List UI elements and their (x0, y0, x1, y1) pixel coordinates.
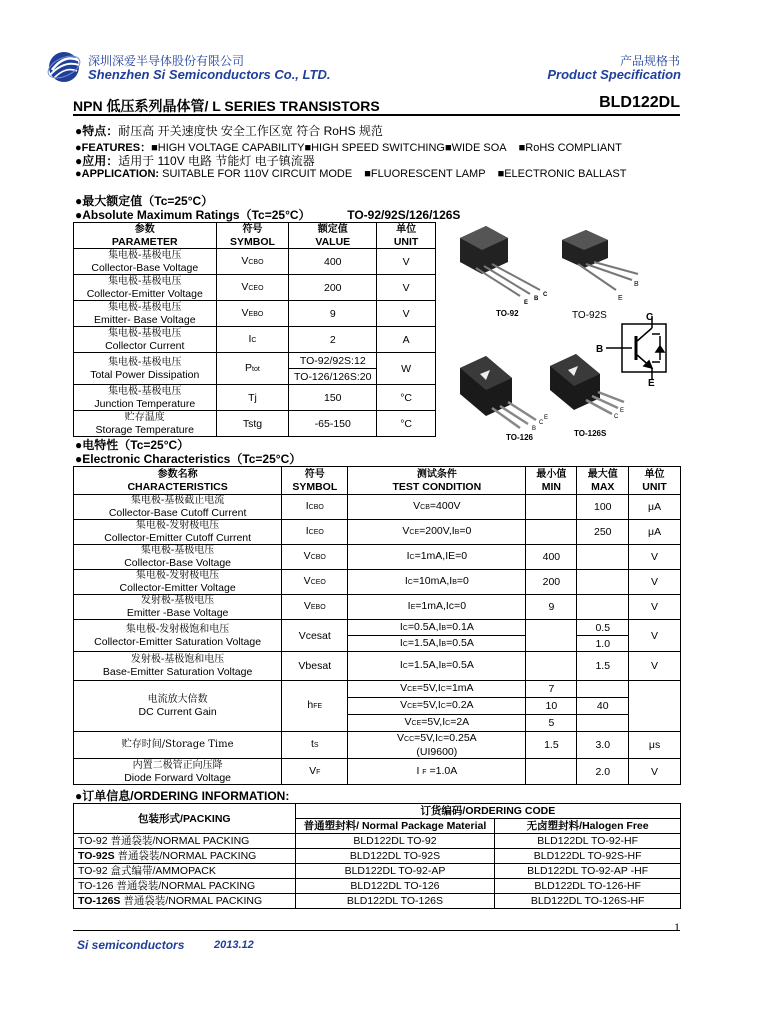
feature-item: ■WIDE SOA (444, 142, 507, 154)
header-cell: 参数名称 CHARACTERISTICS (74, 467, 282, 495)
table-row (74, 570, 681, 595)
part-number: BLD122DL (599, 94, 680, 111)
param-cell: 集电极-基极电压 Collector-Emitter Voltage (74, 275, 217, 301)
param-cell: 集电极-发射极电压 Collector-Emitter Voltage (74, 570, 282, 595)
to92-drawing (460, 226, 548, 318)
pin-label-e: E (618, 295, 623, 302)
min-cell (526, 520, 577, 545)
amr-heading-en (75, 206, 460, 223)
to126-drawing (460, 356, 548, 442)
series-title: NPN 低压系列晶体管/ L SERIES TRANSISTORS (73, 98, 380, 114)
table-header-row (74, 223, 436, 249)
symbol-cell: Vbesat (282, 652, 348, 681)
pin-label-b: B (596, 344, 604, 355)
condition-cell: VCE=5V,IC=2A (348, 715, 526, 732)
pin-label-e: E (524, 300, 529, 306)
pin-label-e: E (544, 415, 549, 421)
min-cell (526, 495, 577, 520)
symbol-cell: Tj (216, 385, 289, 411)
packing-cell: TO-126S 普通袋装/NORMAL PACKING (74, 894, 296, 909)
company-name-cn: 深圳深爱半导体股份有限公司 (88, 54, 245, 68)
param-cell: 集电极-基极电压 Collector-Base Voltage (74, 249, 217, 275)
to92s-label: TO-92S (572, 310, 607, 321)
to126-label: TO-126 (506, 433, 533, 442)
table-row (74, 894, 681, 909)
table-row (74, 879, 681, 894)
unit-cell: V (629, 652, 681, 681)
unit-cell: V (629, 545, 681, 570)
header-cell: 符号 SYMBOL (216, 223, 289, 249)
pin-label-c: C (614, 414, 619, 420)
header-cell: 无卤塑封料/Halogen Free (495, 819, 681, 834)
param-cell: 集电极-基极电压 Collector Current (74, 327, 217, 353)
max-cell (577, 681, 629, 698)
table-header-row (74, 467, 681, 495)
features-cn-text: 耐压高 开关速度快 安全工作区宽 符合 RoHS 规范 (118, 124, 383, 138)
symbol-cell: VEBO (282, 595, 348, 620)
min-cell (526, 759, 577, 785)
application-item: SUITABLE FOR 110V CIRCUIT MODE (162, 168, 353, 180)
packing-cell: TO-92 普通袋装/NORMAL PACKING (74, 834, 296, 849)
application-en (75, 168, 626, 180)
table-row (74, 834, 681, 849)
value-cell: 200 (289, 275, 377, 301)
unit-cell: V (377, 249, 436, 275)
feature-item: ■RoHS COMPLIANT (518, 142, 622, 154)
unit-cell: V (629, 620, 681, 652)
min-cell: 7 (526, 681, 577, 698)
hf-code-cell: BLD122DL TO-126-HF (495, 879, 681, 894)
condition-cell: VCE=5V,IC=0.2A (348, 698, 526, 715)
condition-cell: IC=1.5A,IB=0.5A (348, 636, 526, 652)
package-drawings (446, 218, 682, 446)
condition-cell: IC=1mA,IE=0 (348, 545, 526, 570)
pin-label-b: B (532, 426, 537, 432)
page-number: 1 (674, 920, 680, 934)
unit-cell: V (629, 570, 681, 595)
table-row (74, 301, 436, 327)
footer-divider (73, 930, 680, 931)
table-row (74, 732, 681, 759)
min-cell: 400 (526, 545, 577, 570)
application-cn (75, 152, 315, 169)
param-cell: 集电极-基极电压 Collector-Base Voltage (74, 545, 282, 570)
unit-cell: V (629, 759, 681, 785)
application-cn-text: 适用于 110V 电路 节能灯 电子镇流器 (118, 154, 315, 168)
condition-cell: VCE=5V,IC=1mA (348, 681, 526, 698)
npn-symbol (606, 316, 666, 380)
code-cell: BLD122DL TO-126 (295, 879, 495, 894)
param-cell: 发射极-基极饱和电压 Base-Emitter Saturation Voltage (74, 652, 282, 681)
pin-label-c: C (539, 420, 544, 426)
param-cell: 贮存温度 Storage Temperature (74, 411, 217, 437)
pin-label-b: B (634, 281, 639, 288)
param-cell: 集电极-基极电压 Junction Temperature (74, 385, 217, 411)
min-cell: 200 (526, 570, 577, 595)
ec-heading-en: ●Electronic Characteristics（Tc=25°C） (75, 452, 302, 466)
feature-item: ■HIGH SPEED SWITCHING (304, 142, 445, 154)
header-cell: 测试条件 TEST CONDITION (348, 467, 526, 495)
header-cell: 普通塑封料/ Normal Package Material (295, 819, 495, 834)
symbol-cell: ICBO (282, 495, 348, 520)
unit-cell: V (629, 595, 681, 620)
condition-cell: VCE=200V,IB=0 (348, 520, 526, 545)
table-row (74, 275, 436, 301)
table-row (74, 545, 681, 570)
symbol-cell: VCBO (216, 249, 289, 275)
unit-cell: μA (629, 495, 681, 520)
footer-date: 2013.12 (214, 939, 254, 951)
packing-cell: TO-92S 普通袋装/NORMAL PACKING (74, 849, 296, 864)
value-cell: TO-92/92S:12 (289, 353, 377, 369)
min-cell: 1.5 (526, 732, 577, 759)
min-cell: 5 (526, 715, 577, 732)
company-logo (46, 50, 82, 84)
value-cell: TO-126/126S:20 (289, 369, 377, 385)
symbol-cell: Ptot (216, 353, 289, 385)
table-row (74, 681, 681, 698)
table-row (74, 620, 681, 636)
to92-label: TO-92 (496, 309, 519, 318)
to126s-drawing (550, 354, 624, 438)
param-cell: 内置二极管正向压降 Diode Forward Voltage (74, 759, 282, 785)
param-cell: 发射极-基极电压 Emitter -Base Voltage (74, 595, 282, 620)
hf-code-cell: BLD122DL TO-92-HF (495, 834, 681, 849)
max-cell: 1.5 (577, 652, 629, 681)
amr-heading-cn: ●最大额定值（Tc=25°C） (75, 194, 214, 208)
symbol-cell: hFE (282, 681, 348, 732)
table-row (74, 864, 681, 879)
symbol-cell: Vcesat (282, 620, 348, 652)
to92s-drawing (562, 230, 639, 321)
symbol-cell: tS (282, 732, 348, 759)
param-cell: 集电极-基极电压 Total Power Dissipation (74, 353, 217, 385)
min-cell (526, 652, 577, 681)
company-name-en: Shenzhen Si Semiconductors Co., LTD. (88, 67, 331, 82)
max-cell (577, 570, 629, 595)
pin-label-c: C (543, 292, 548, 298)
application-item: ■FLUORESCENT LAMP (364, 168, 486, 180)
max-cell (577, 715, 629, 732)
symbol-cell: IC (216, 327, 289, 353)
unit-cell: V (377, 301, 436, 327)
hf-code-cell: BLD122DL TO-126S-HF (495, 894, 681, 909)
value-cell: -65-150 (289, 411, 377, 437)
header-cell: 包装形式/PACKING (74, 804, 296, 834)
features-cn-label: ●特点： (75, 124, 119, 138)
min-cell: 10 (526, 698, 577, 715)
code-cell: BLD122DL TO-92-AP (295, 864, 495, 879)
code-cell: BLD122DL TO-92S (295, 849, 495, 864)
condition-cell: VCC=5V,IC=0.25A (UI9600) (348, 732, 526, 759)
header-cell: 参数 PARAMETER (74, 223, 217, 249)
pin-label-e: E (648, 378, 655, 389)
symbol-cell: VEBO (216, 301, 289, 327)
max-cell: 2.0 (577, 759, 629, 785)
table-row (74, 759, 681, 785)
amr-packages: TO-92/92S/126/126S (347, 208, 461, 222)
param-cell: 集电极-基极截止电流 Collector-Base Cutoff Current (74, 495, 282, 520)
condition-cell: IE=1mA,Ic=0 (348, 595, 526, 620)
param-cell: 电流放大倍数 DC Current Gain (74, 681, 282, 732)
param-cell: 集电极-发射极电压 Collector-Emitter Cutoff Current (74, 520, 282, 545)
unit-cell: A (377, 327, 436, 353)
param-cell: 贮存时间/Storage Time (74, 732, 282, 759)
ec-heading-cn: ●电特性（Tc=25°C） (75, 438, 190, 452)
features-en-label: ●FEATURES： (75, 142, 152, 154)
max-cell: 250 (577, 520, 629, 545)
unit-cell: W (377, 353, 436, 385)
hf-code-cell: BLD122DL TO-92-AP -HF (495, 864, 681, 879)
application-cn-label: ●应用： (75, 154, 119, 168)
ordering-information-table (73, 803, 681, 909)
symbol-cell: Tstg (216, 411, 289, 437)
value-cell: 2 (289, 327, 377, 353)
symbol-cell: VF (282, 759, 348, 785)
header-cell: 单位 UNIT (629, 467, 681, 495)
param-cell: 集电极-发射极饱和电压 Collector-Emitter Saturation Voltage (74, 620, 282, 652)
features-cn (75, 122, 383, 139)
condition-cell: VCB=400V (348, 495, 526, 520)
unit-cell: μs (629, 732, 681, 759)
value-cell: 9 (289, 301, 377, 327)
max-cell: 100 (577, 495, 629, 520)
feature-item: ■HIGH VOLTAGE CAPABILITY (151, 142, 305, 154)
table-row (74, 353, 436, 369)
ordering-heading: ●订单信息/ORDERING INFORMATION: (75, 789, 290, 803)
unit-cell: μA (629, 520, 681, 545)
pin-label-b: B (534, 296, 539, 302)
condition-cell: IC=0.5A,IB=0.1A (348, 620, 526, 636)
doc-type-cn: 产品规格书 (619, 54, 680, 68)
header-cell: 符号 SYMBOL (282, 467, 348, 495)
code-cell: BLD122DL TO-92 (295, 834, 495, 849)
header-cell: 最小值 MIN (526, 467, 577, 495)
condition-cell: I F =1.0A (348, 759, 526, 785)
header-cell: 额定值 VALUE (289, 223, 377, 249)
absolute-maximum-ratings-table (73, 222, 436, 437)
value-cell: 150 (289, 385, 377, 411)
unit-cell: °C (377, 385, 436, 411)
amr-heading-en-text: ●Absolute Maximum Ratings（Tc=25°C） (75, 208, 311, 222)
param-cell: 集电极-基极电压 Emitter- Base Voltage (74, 301, 217, 327)
unit-cell: V (377, 275, 436, 301)
pin-label-c: C (646, 312, 654, 323)
max-cell (577, 595, 629, 620)
pin-label-e: E (620, 408, 625, 414)
table-header-row (74, 804, 681, 819)
symbol-cell: VCBO (282, 545, 348, 570)
max-cell: 40 (577, 698, 629, 715)
condition-cell: IC=10mA,IB=0 (348, 570, 526, 595)
hf-code-cell: BLD122DL TO-92S-HF (495, 849, 681, 864)
application-item: ■ELECTRONIC BALLAST (497, 168, 627, 180)
min-cell: 9 (526, 595, 577, 620)
header-cell: 单位 UNIT (377, 223, 436, 249)
min-cell (526, 620, 577, 652)
value-cell: 400 (289, 249, 377, 275)
unit-cell (629, 681, 681, 732)
title-divider (73, 114, 680, 116)
packing-cell: TO-126 普通袋装/NORMAL PACKING (74, 879, 296, 894)
table-row (74, 849, 681, 864)
unit-cell: °C (377, 411, 436, 437)
symbol-cell: VCEO (282, 570, 348, 595)
symbol-cell: ICEO (282, 520, 348, 545)
doc-type-en: Product Specification (547, 67, 681, 82)
max-cell: 3.0 (577, 732, 629, 759)
max-cell: 1.0 (577, 636, 629, 652)
application-en-label: ●APPLICATION: (75, 168, 160, 180)
max-cell (577, 545, 629, 570)
table-row (74, 385, 436, 411)
table-row (74, 249, 436, 275)
table-row (74, 327, 436, 353)
table-row (74, 595, 681, 620)
table-row (74, 495, 681, 520)
footer-brand: Si semiconductors (77, 938, 185, 952)
condition-cell: IC=1.5A,IB=0.5A (348, 652, 526, 681)
to126s-label: TO-126S (574, 429, 607, 438)
table-row (74, 411, 436, 437)
header-cell: 最大值 MAX (577, 467, 629, 495)
header-cell: 订货编码/ORDERING CODE (295, 804, 680, 819)
symbol-cell: VCEO (216, 275, 289, 301)
table-row (74, 520, 681, 545)
max-cell: 0.5 (577, 620, 629, 636)
packing-cell: TO-92 盒式编带/AMMOPACK (74, 864, 296, 879)
electronic-characteristics-table (73, 466, 681, 785)
table-row (74, 652, 681, 681)
code-cell: BLD122DL TO-126S (295, 894, 495, 909)
